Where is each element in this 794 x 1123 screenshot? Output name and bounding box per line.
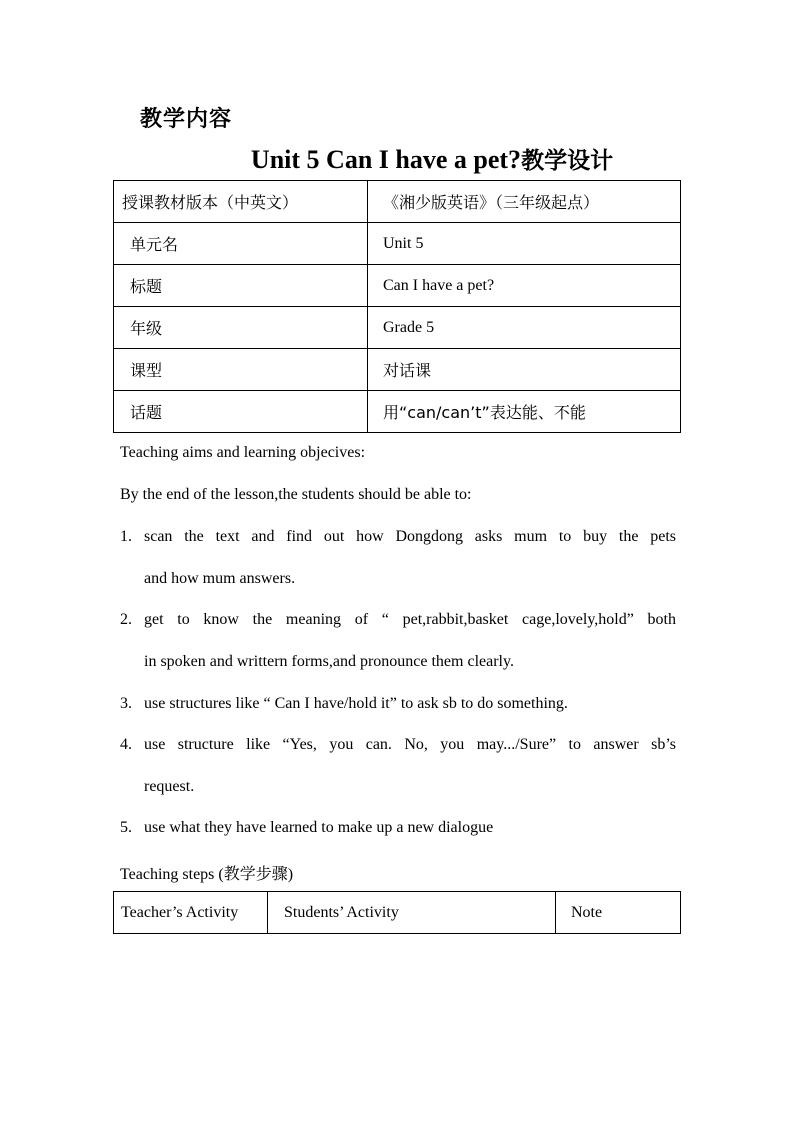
info-value: Grade 5 — [368, 307, 681, 349]
table-row — [114, 391, 681, 433]
steps-heading — [120, 861, 293, 884]
steps-heading-close: ) — [287, 866, 294, 883]
table-row — [114, 181, 681, 223]
steps-heading-cn: 教学步骤 — [223, 864, 288, 883]
column-header: Students’ Activity — [268, 892, 556, 934]
item-text: use structures like “ Can I have/hold it” to ask sb to do something. — [144, 695, 568, 712]
column-header: Teacher’s Activity — [114, 892, 268, 934]
steps-heading-en: Teaching steps ( — [120, 866, 224, 883]
item-text-continued: and how mum answers. — [144, 570, 296, 587]
info-key: 话题 — [114, 391, 368, 433]
info-value: Can I have a pet? — [368, 265, 681, 307]
table-header-row — [114, 892, 681, 934]
info-key: 年级 — [114, 307, 368, 349]
info-key: 标题 — [114, 265, 368, 307]
aims-heading: Teaching aims and learning objecives: — [120, 444, 366, 461]
item-text-continued: request. — [144, 778, 195, 795]
table-row — [114, 349, 681, 391]
item-text-continued: in spoken and writtern forms,and pronounce them clearly. — [144, 653, 514, 670]
info-key: 授课教材版本（中英文） — [114, 181, 368, 223]
column-header: Note — [556, 892, 681, 934]
info-key: 课型 — [114, 349, 368, 391]
table-row — [114, 307, 681, 349]
info-value: 用“can/can’t”表达能、不能 — [368, 391, 681, 433]
item-number: 4. — [120, 736, 132, 753]
item-number: 2. — [120, 611, 132, 628]
steps-table — [113, 891, 681, 934]
item-number: 5. — [120, 819, 132, 836]
item-number: 1. — [120, 528, 132, 545]
info-key: 单元名 — [114, 223, 368, 265]
info-table — [113, 180, 681, 433]
table-row — [114, 223, 681, 265]
item-text: get to know the meaning of “ pet,rabbit,basket cage,lovely,hold” both — [144, 611, 676, 628]
title-chinese: 教学设计 — [521, 148, 614, 174]
item-number: 3. — [120, 695, 132, 712]
info-value: 《湘少版英语》（三年级起点） — [368, 181, 681, 223]
title-english: Unit 5 Can I have a pet? — [250, 145, 522, 174]
section-label: 教学内容 — [140, 107, 233, 132]
info-value: 对话课 — [368, 349, 681, 391]
info-value: Unit 5 — [368, 223, 681, 265]
table-row — [114, 265, 681, 307]
item-text: use structure like “Yes, you can. No, you may.../Sure” to answer sb’s — [144, 736, 676, 753]
item-text: scan the text and find out how Dongdong asks mum to buy the pets — [144, 528, 676, 545]
aims-intro: By the end of the lesson,the students should be able to: — [120, 486, 472, 503]
item-text: use what they have learned to make up a new dialogue — [144, 819, 494, 836]
page-title — [0, 142, 794, 175]
